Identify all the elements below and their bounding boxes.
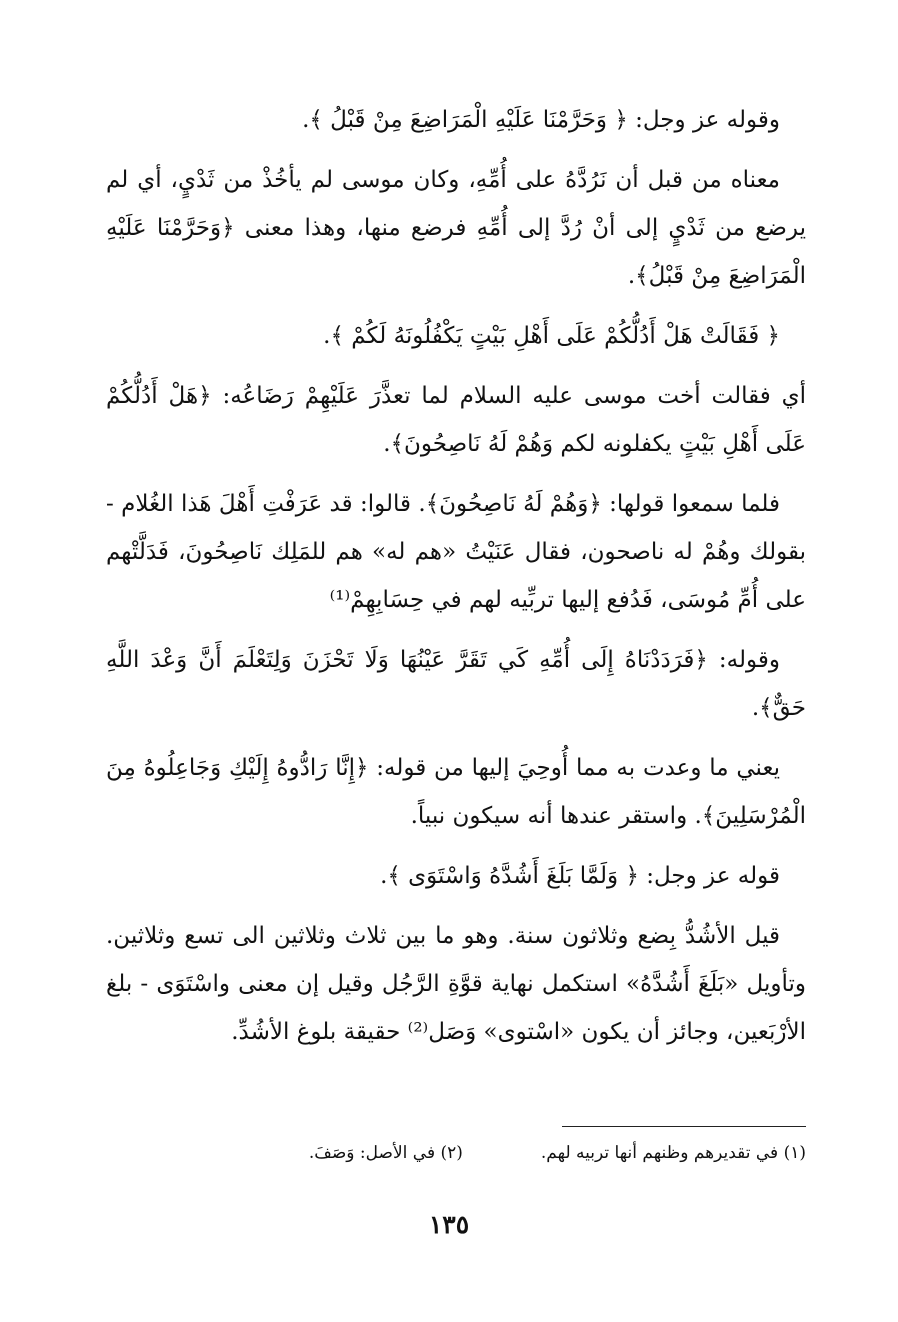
footnote-2: (٢) في الأصل: وَصَفَ. (308, 1143, 463, 1163)
paragraph-1: وقوله عز وجل: ﴿ وَحَرَّمْنَا عَلَيْهِ الْمَرَاضِعَ مِنْ قَبْلُ ﴾. (302, 107, 780, 133)
paragraph-8: قوله عز وجل: ﴿ وَلَمَّا بَلَغَ أَشُدَّهُ وَاسْتَوَى ﴾. (380, 863, 780, 889)
page-number: ١٣٥ (428, 1210, 470, 1239)
paragraph-6: وقوله: ﴿فَرَدَدْنَاهُ إِلَى أُمِّهِ كَي تَقَرَّ عَيْنُهَا وَلَا تَحْزَنَ وَلِتَعْلَمَ أَنَّ وَعْدَ اللَّهِ حَقٌّ﴾. (106, 647, 806, 721)
paragraph-9: قيل الأشُدُّ بِضع وثلاثون سنة. وهو ما بين ثلاث وثلاثين الى تسع وثلاثين. وتأويل «بَلَغَ أَشُدَّهُ» استكمل نهاية قوَّةِ الرَّجُل وقيل إن معنى واسْتَوَى - بلغ الأرْبَعين، وجائز أن يكون «اسْتوى» وَصَل⁽²⁾ حقيقة بلوغ الأشُدِّ. (106, 923, 806, 1045)
paragraph-4: أي فقالت أخت موسى عليه السلام لما تعذَّرَ عَلَيْهِمْ رَضَاعُه: ﴿هَلْ أَدُلُّكُمْ عَلَى أَهْلِ بَيْتٍ يكفلونه لكم وَهُمْ لَهُ نَاصِحُونَ﴾. (106, 383, 806, 457)
paragraph-2: معناه من قبل أن نَرُدَّهُ على أُمِّهِ، وكان موسى لم يأخُذْ من ثَدْيٍ، أي لم يرضع من ثَدْيٍ إلى أنْ رُدَّ إلى أُمِّهِ فرضع منها، وهذا معنى ﴿وَحَرَّمْنَا عَلَيْهِ الْمَرَاضِعَ مِنْ قَبْلُ﴾. (106, 167, 806, 289)
paragraph-3: ﴿ فَقَالَتْ هَلْ أَدُلُّكُمْ عَلَى أَهْلِ بَيْتٍ يَكْفُلُونَهُ لَكُمْ ﴾. (323, 323, 780, 349)
footnote-1: (١) في تقديرهم وظنهم أنها تربيه لهم. (540, 1143, 806, 1163)
footnote-divider (562, 1126, 806, 1127)
paragraph-5: فلما سمعوا قولها: ﴿وَهُمْ لَهُ نَاصِحُونَ﴾. قالوا: قد عَرَفْتِ أَهْلَ هَذا الغُلام - بقولك وهُمْ له ناصحون، فقال عَنَيْتُ «هم له» هم للمَلِك نَاصِحُونَ، فَدَلَّتْهم على أُمِّ مُوسَى، فَدُفع إليها تربِّيه لهم في حِسَابِهِمْ⁽¹⁾ (106, 491, 806, 613)
paragraph-7: يعني ما وعدت به مما أُوحِيَ إليها من قوله: ﴿إِنَّا رَادُّوهُ إِلَيْكِ وَجَاعِلُوهُ مِنَ الْمُرْسَلِينَ﴾. واستقر عندها أنه سيكون نبياً. (106, 755, 806, 829)
main-text (106, 96, 806, 1068)
footnotes (106, 1140, 806, 1166)
